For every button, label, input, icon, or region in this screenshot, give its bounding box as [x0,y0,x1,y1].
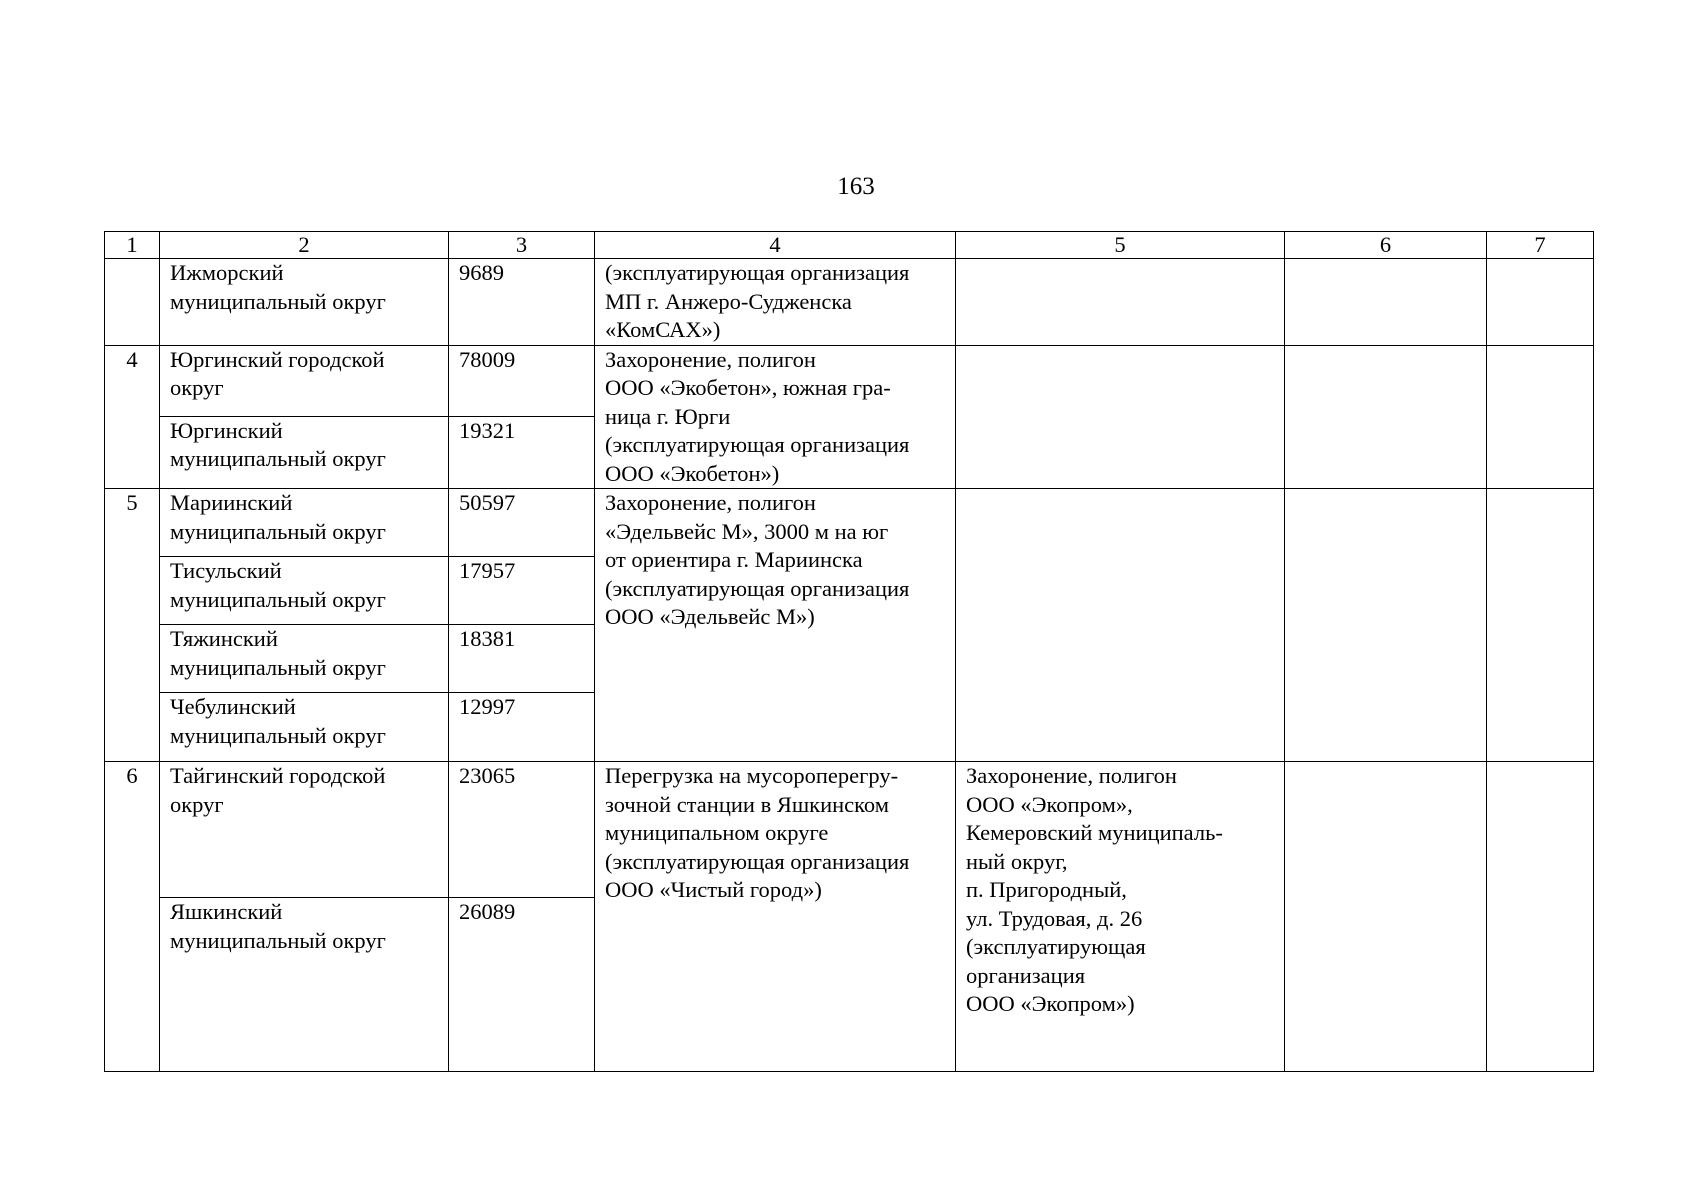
row-number-cell: 5 [105,489,160,762]
population-value: 78009 [449,345,595,416]
column-5-cell [956,259,1285,346]
table-row [105,259,1594,346]
column-header-4: 4 [595,232,956,259]
population-value: 18381 [449,625,595,693]
municipality-name: Тисульский муниципальный округ [160,557,449,625]
column-6-cell [1285,762,1487,1072]
column-5-cell [956,489,1285,762]
waste-handling-description: (эксплуатирующая организация МП г. Анжеро-Судженска «КомСАХ») [595,259,956,346]
column-7-cell [1487,345,1594,489]
population-value: 23065 [449,762,595,898]
municipality-name: Ижморский муниципальный округ [160,259,449,346]
municipality-name: Тайгинский городской округ [160,762,449,898]
column-6-cell [1285,345,1487,489]
page-number: 163 [837,173,875,200]
column-number-row [105,232,1594,259]
population-value: 26089 [449,898,595,1072]
waste-handling-description: Захоронение, полигон ООО «Экобетон», южная гра- ница г. Юрги (эксплуатирующая организация ООО «Экобетон») [595,345,956,489]
population-value: 12997 [449,693,595,762]
disposal-site-description: Захоронение, полигон ООО «Экопром», Кемеровский муниципаль- ный округ, п. Пригородный, ул. Трудовая, д. 26 (эксплуатирующая организация ООО «Экопром») [956,762,1285,1072]
column-5-cell [956,345,1285,489]
column-7-cell [1487,762,1594,1072]
population-value: 9689 [449,259,595,346]
municipal-waste-table [104,231,1594,1072]
waste-handling-description: Захоронение, полигон «Эдельвейс М», 3000 м на юг от ориентира г. Мариинска (эксплуатирующая организация ООО «Эдельвейс М») [595,489,956,762]
column-header-7: 7 [1487,232,1594,259]
table-row [105,489,1594,557]
table-row [105,762,1594,898]
municipality-name: Мариинский муниципальный округ [160,489,449,557]
column-header-5: 5 [956,232,1285,259]
population-value: 19321 [449,416,595,488]
municipality-name: Яшкинский муниципальный округ [160,898,449,1072]
column-7-cell [1487,259,1594,346]
municipality-name: Юргинский городской округ [160,345,449,416]
municipality-name: Тяжинский муниципальный округ [160,625,449,693]
column-6-cell [1285,489,1487,762]
column-header-2: 2 [160,232,449,259]
population-value: 50597 [449,489,595,557]
column-header-3: 3 [449,232,595,259]
table-row [105,345,1594,416]
row-number-cell: 4 [105,345,160,489]
column-header-1: 1 [105,232,160,259]
waste-handling-description: Перегрузка на мусороперегру- зочной станции в Яшкинском муниципальном округе (эксплуатирующая организация ООО «Чистый город») [595,762,956,1072]
column-6-cell [1285,259,1487,346]
municipality-name: Юргинский муниципальный округ [160,416,449,488]
row-number-cell [105,259,160,346]
column-7-cell [1487,489,1594,762]
municipality-name: Чебулинский муниципальный округ [160,693,449,762]
row-number-cell: 6 [105,762,160,1072]
population-value: 17957 [449,557,595,625]
column-header-6: 6 [1285,232,1487,259]
